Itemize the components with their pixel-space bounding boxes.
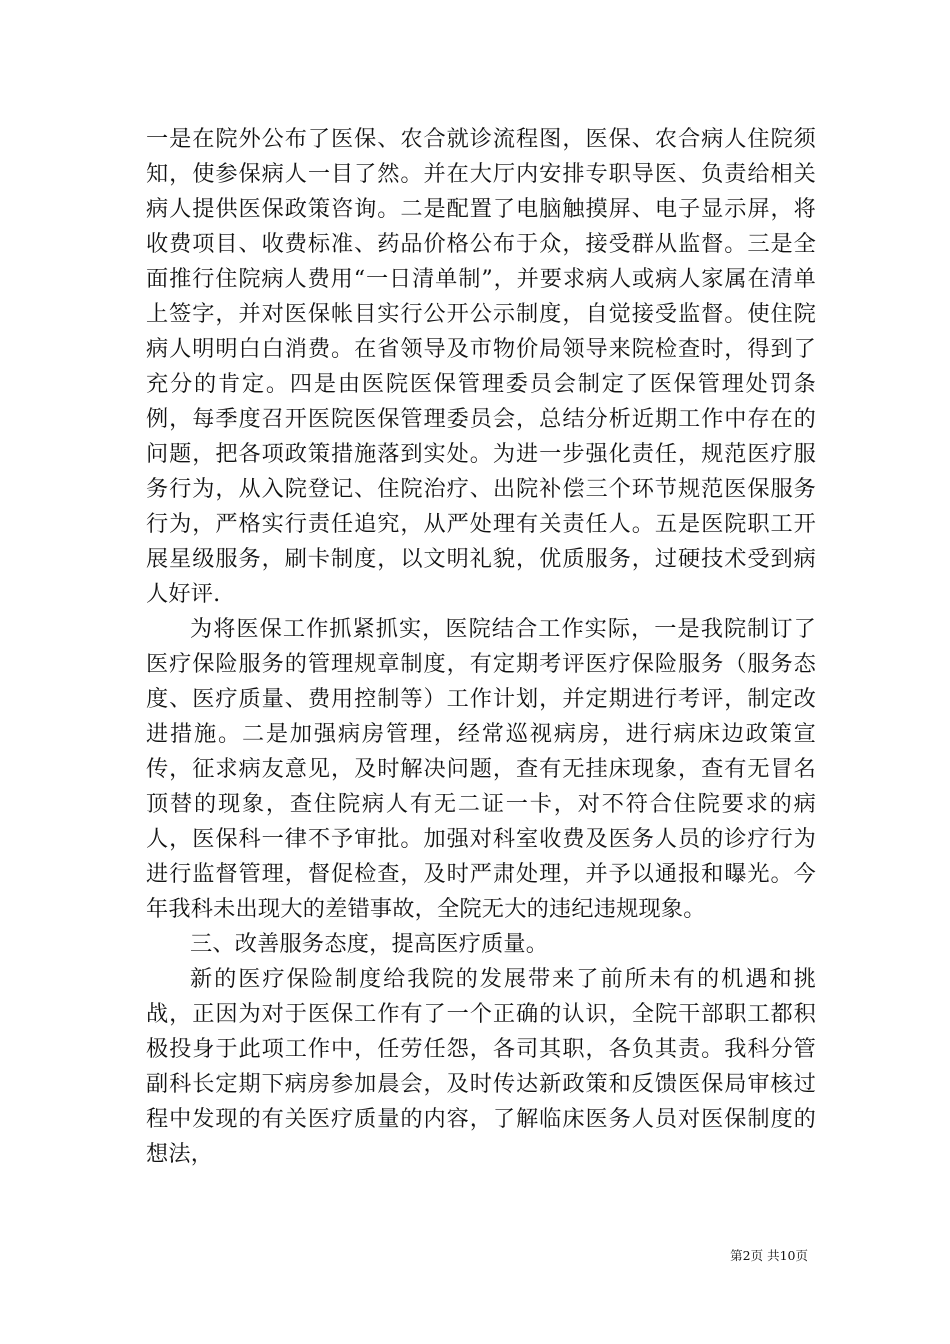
page-number-footer [0, 1248, 808, 1264]
footer-suffix: 页 [795, 1248, 808, 1263]
paragraph-publicity-measures: 一是在院外公布了医保、农合就诊流程图，医保、农合病人住院须知，使参保病人一目了然。并在大厅内安排专职导医、负责给相关病人提供医保政策咨询。二是配置了电脑触摸屏、电子显示屏，将收费项目、收费标准、药品价格公布于众，接受群从监督。三是全面推行住院病人费用“一日清单制”，并要求病人或病人家属在清单上签字，并对医保帐目实行公开公示制度，自觉接受监督。使住院病人明明白白消费。在省领导及市物价局领导来院检查时，得到了充分的肯定。四是由医院医保管理委员会制定了医保管理处罚条例，每季度召开医院医保管理委员会，总结分析近期工作中存在的问题，把各项政策措施落到实处。为进一步强化责任，规范医疗服务行为，从入院登记、住院治疗、出院补偿三个环节规范医保服务行为，严格实行责任追究，从严处理有关责任人。五是医院职工开展星级服务，刷卡制度，以文明礼貌，优质服务，过硬技术受到病人好评. [146, 126, 816, 607]
section-heading-service-attitude: 三、改善服务态度，提高医疗质量。 [190, 931, 549, 957]
footer-prefix: 第 [730, 1248, 743, 1263]
footer-middle: 页 共 [750, 1248, 780, 1263]
footer-total-pages: 10 [779, 1248, 796, 1263]
footer-current-page: 2 [742, 1248, 751, 1263]
paragraph-new-insurance-system: 新的医疗保险制度给我院的发展带来了前所未有的机遇和挑战，正因为对于医保工作有了一个正确的认识，全院干部职工都积极投身于此项工作中，任劳任怨，各司其职，各负其责。我科分管副科长定期下病房参加晨会，及时传达新政策和反馈医保局审核过程中发现的有关医疗质量的内容，了解临床医务人员对医保制度的想法， [146, 966, 816, 1167]
document-body [146, 122, 816, 1172]
paragraph-management-rules: 为将医保工作抓紧抓实，医院结合工作实际，一是我院制订了医疗保险服务的管理规章制度，有定期考评医疗保险服务（服务态度、医疗质量、费用控制等）工作计划，并定期进行考评，制定改进措施。二是加强病房管理，经常巡视病房，进行病床边政策宣传，征求病友意见，及时解决问题，查有无挂床现象，查有无冒名顶替的现象，查住院病人有无二证一卡，对不符合住院要求的病人，医保科一律不予审批。加强对科室收费及医务人员的诊疗行为进行监督管理，督促检查，及时严肃处理，并予以通报和曝光。今年我科未出现大的差错事故，全院无大的违纪违规现象。 [146, 616, 816, 922]
